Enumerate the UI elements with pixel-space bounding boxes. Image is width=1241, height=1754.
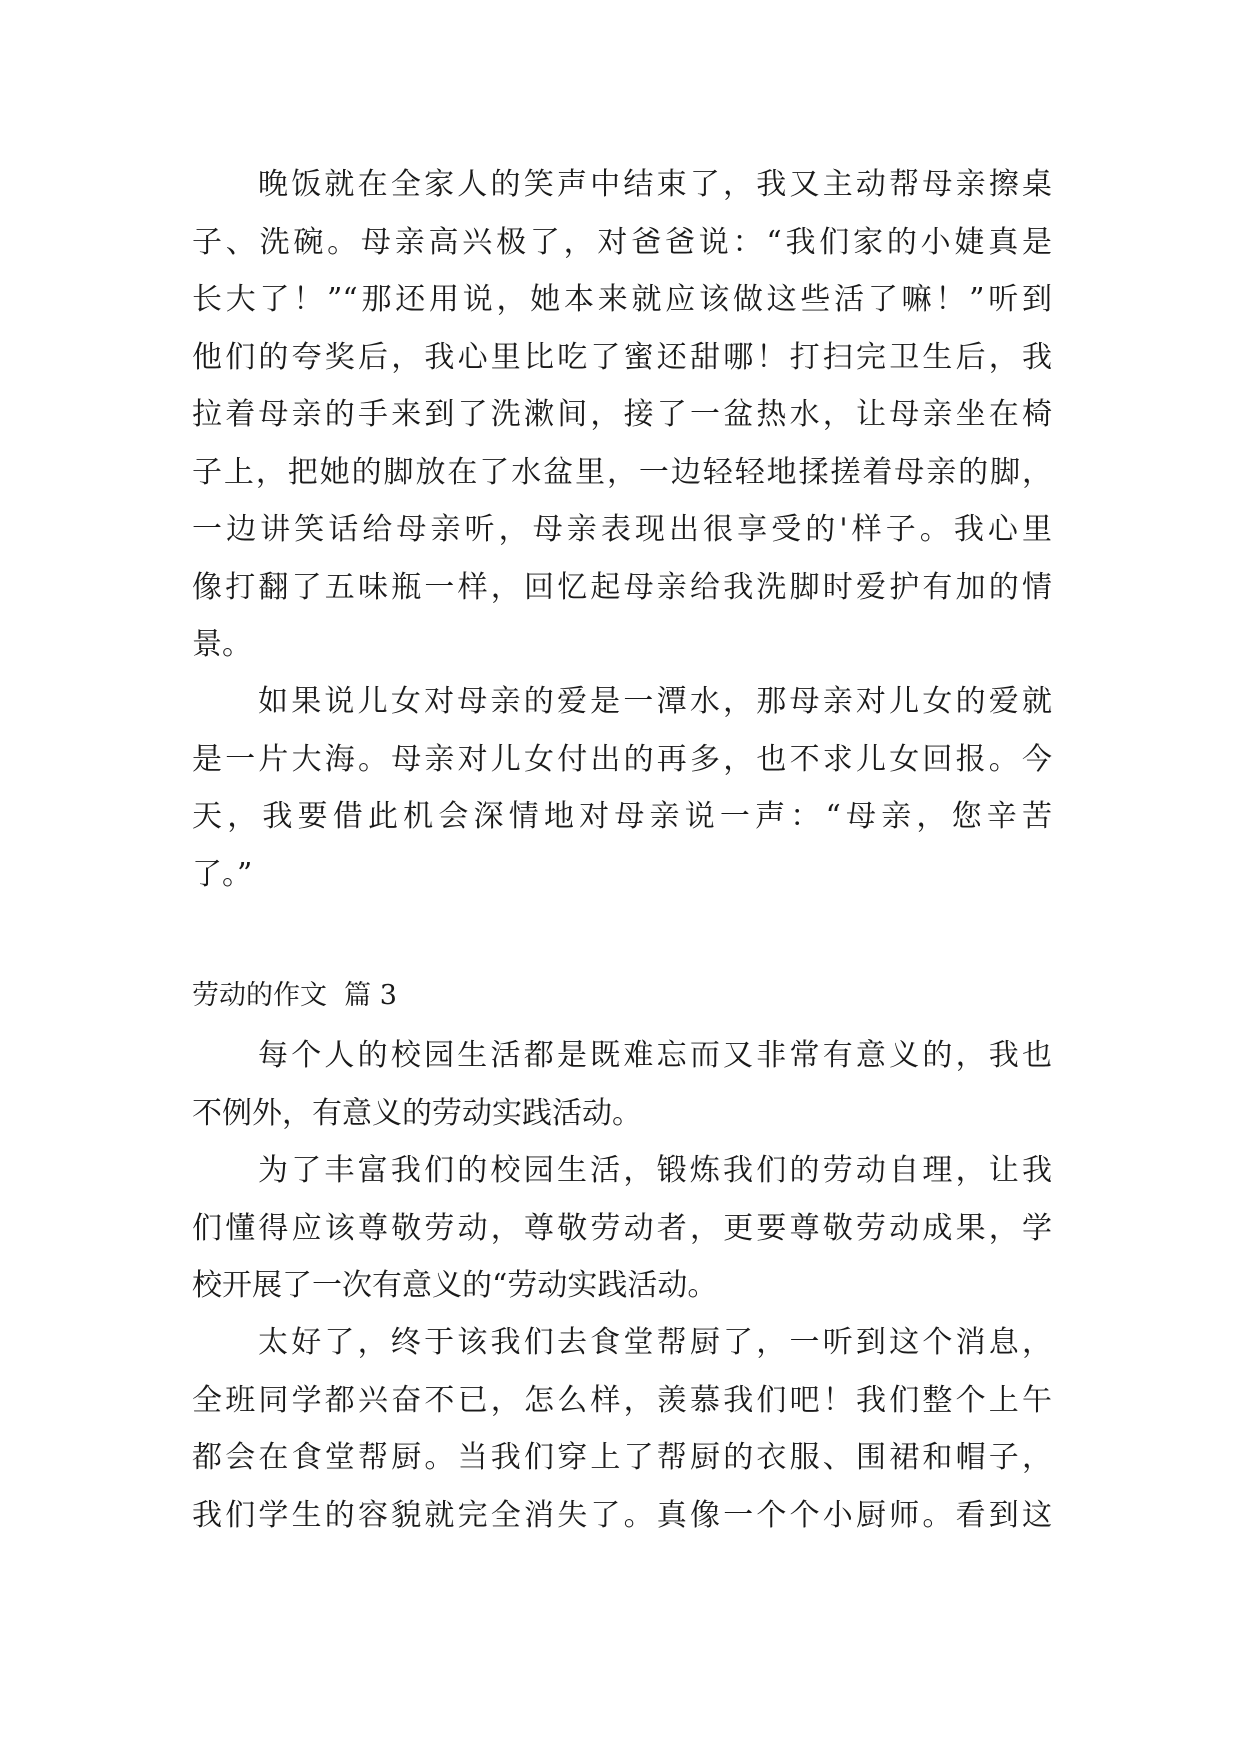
paragraph-line: 子上，把她的脚放在了水盆里，一边轻轻地揉搓着母亲的脚， xyxy=(192,454,1052,490)
paragraph xyxy=(192,1142,1052,1315)
paragraph-line: 校开展了一次有意义的“劳动实践活动。 xyxy=(192,1268,718,1303)
paragraph xyxy=(192,1027,1052,1142)
paragraph-line: 拉着母亲的手来到了洗漱间，接了一盆热水，让母亲坐在椅 xyxy=(192,397,1052,432)
paragraph-line: 像打翻了五味瓶一样，回忆起母亲给我洗脚时爱护有加的情 xyxy=(192,569,1052,605)
paragraph-line: 如果说儿女对母亲的爱是一潭水，那母亲对儿女的爱就 xyxy=(258,684,1052,719)
paragraph-line: 天，我要借此机会深情地对母亲说一声：“母亲，您辛苦 xyxy=(192,799,1052,834)
paragraph-line: 他们的夸奖后，我心里比吃了蜜还甜哪！打扫完卫生后，我 xyxy=(192,339,1052,375)
section-title: 劳动的作文 篇 3 xyxy=(192,980,397,1011)
paragraph-line: 景。 xyxy=(192,627,252,662)
paragraph-line: 都会在食堂帮厨。当我们穿上了帮厨的衣服、围裙和帽子， xyxy=(192,1440,1052,1475)
paragraph-line: 子、洗碗。母亲高兴极了，对爸爸说：“我们家的小婕真是 xyxy=(192,224,1052,260)
paragraph-line: 长大了！”“那还用说，她本来就应该做这些活了嘛！”听到 xyxy=(192,282,1052,317)
paragraph-line: 我们学生的容貌就完全消失了。真像一个个小厨师。看到这 xyxy=(192,1497,1052,1533)
paragraph-line: 不例外，有意义的劳动实践活动。 xyxy=(192,1095,642,1131)
paragraph-line: 晚饭就在全家人的笑声中结束了，我又主动帮母亲擦桌 xyxy=(258,167,1052,202)
paragraph-line: 了。” xyxy=(192,856,253,892)
paragraph xyxy=(192,156,1052,674)
paragraph-line: 太好了，终于该我们去食堂帮厨了，一听到这个消息， xyxy=(258,1325,1052,1360)
paragraph-line: 们懂得应该尊敬劳动，尊敬劳动者，更要尊敬劳动成果，学 xyxy=(192,1210,1052,1246)
paragraph-line: 一边讲笑话给母亲听，母亲表现出很享受的'样子。我心里 xyxy=(192,512,1052,547)
paragraph xyxy=(192,1314,1052,1544)
paragraph-line: 是一片大海。母亲对儿女付出的再多，也不求儿女回报。今 xyxy=(192,741,1052,777)
paragraph-line: 为了丰富我们的校园生活，锻炼我们的劳动自理，让我 xyxy=(258,1153,1052,1188)
paragraph xyxy=(192,673,1052,903)
paragraph-line: 每个人的校园生活都是既难忘而又非常有意义的，我也 xyxy=(258,1038,1052,1073)
paragraph-line: 全班同学都兴奋不已，怎么样，羡慕我们吧！我们整个上午 xyxy=(192,1382,1052,1418)
